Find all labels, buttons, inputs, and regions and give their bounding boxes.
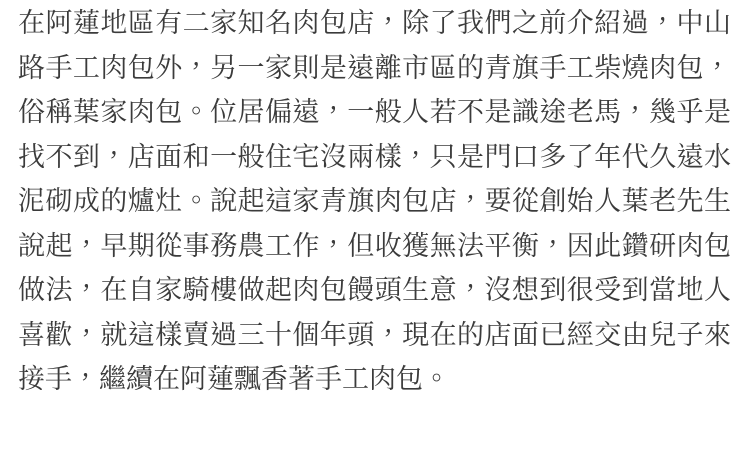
article-paragraph: 在阿蓮地區有二家知名肉包店，除了我們之前介紹過，中山路手工肉包外，另一家則是遠離市區的青旗手工柴燒肉包，俗稱葉家肉包。位居偏遠，一般人若不是識途老馬，幾乎是找不到，店面和一般住宅沒兩樣，只是門口多了年代久遠水泥砌成的爐灶。說起這家青旗肉包店，要從創始人葉老先生說起，早期從事務農工作，但收獲無法平衡，因此鑽研肉包做法，在自家騎樓做起肉包饅頭生意，沒想到很受到當地人喜歡，就這樣賣過三十個年頭，現在的店面已經交由兒子來接手，繼續在阿蓮飄香著手工肉包。 — [18, 8, 731, 395]
